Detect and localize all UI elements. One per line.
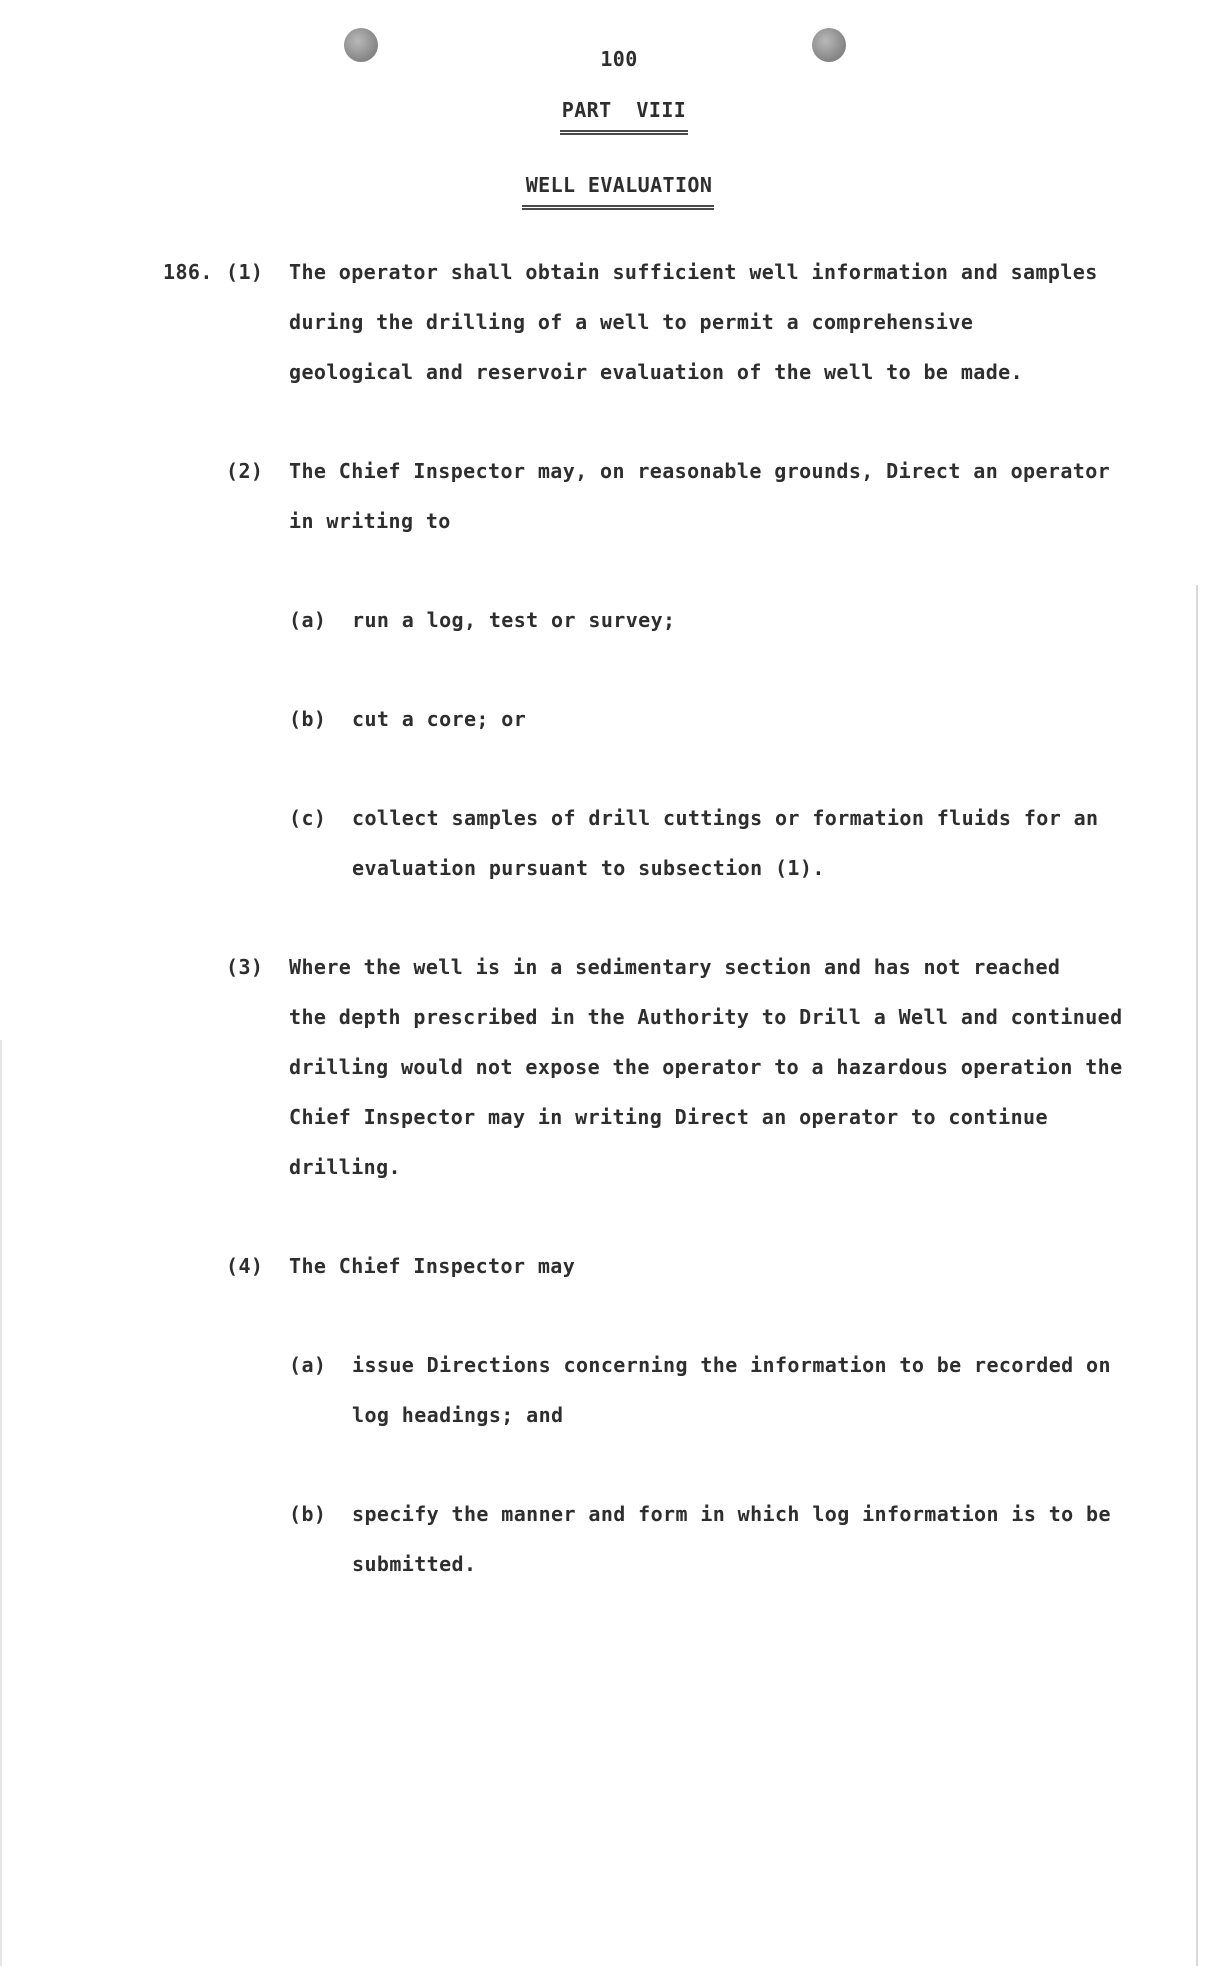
punch-hole-left xyxy=(344,28,378,62)
subsection-3-label: (3) xyxy=(226,955,264,979)
paragraph-2b-label: (b) xyxy=(289,707,327,731)
paragraph-4a-line: log headings; and xyxy=(352,1403,564,1427)
subsection-4-line: The Chief Inspector may xyxy=(289,1254,576,1278)
subsection-2-line: The Chief Inspector may, on reasonable grounds, Direct an operator xyxy=(289,459,1111,483)
paragraph-4b-line: specify the manner and form in which log information is to be xyxy=(352,1502,1111,1526)
paragraph-2a-line: run a log, test or survey; xyxy=(352,608,676,632)
paragraph-4a-line: issue Directions concerning the information to be recorded on xyxy=(352,1353,1111,1377)
subsection-2-label: (2) xyxy=(226,459,264,483)
section-number: 186. xyxy=(163,260,213,284)
part-heading-underline xyxy=(560,130,688,135)
paragraph-2c-line: collect samples of drill cuttings or formation fluids for an xyxy=(352,806,1099,830)
subsection-3-line: drilling would not expose the operator to a hazardous operation the xyxy=(289,1055,1123,1079)
paragraph-4a-label: (a) xyxy=(289,1353,327,1377)
paragraph-2c-line: evaluation pursuant to subsection (1). xyxy=(352,856,825,880)
subsection-3-line: drilling. xyxy=(289,1155,401,1179)
subsection-4-label: (4) xyxy=(226,1254,264,1278)
subsection-3-line: Where the well is in a sedimentary section and has not reached xyxy=(289,955,1061,979)
subsection-3-line: the depth prescribed in the Authority to Drill a Well and continued xyxy=(289,1005,1123,1029)
subsection-1-label: (1) xyxy=(226,260,264,284)
subsection-2-line: in writing to xyxy=(289,509,451,533)
paragraph-2a-label: (a) xyxy=(289,608,327,632)
subsection-3-line: Chief Inspector may in writing Direct an operator to continue xyxy=(289,1105,1048,1129)
page-number: 100 xyxy=(600,47,638,71)
part-heading: PART VIII xyxy=(561,98,687,122)
paragraph-4b-line: submitted. xyxy=(352,1552,477,1576)
paragraph-4b-label: (b) xyxy=(289,1502,327,1526)
page-edge-right xyxy=(1196,585,1198,1966)
subsection-1-line: geological and reservoir evaluation of the well to be made. xyxy=(289,360,1024,384)
paragraph-2c-label: (c) xyxy=(289,806,327,830)
paragraph-2b-line: cut a core; or xyxy=(352,707,527,731)
subsection-1-line: during the drilling of a well to permit a comprehensive xyxy=(289,310,974,334)
subsection-1-line: The operator shall obtain sufficient well information and samples xyxy=(289,260,1098,284)
page-edge-left xyxy=(0,1040,2,1966)
punch-hole-right xyxy=(812,28,846,62)
section-title-underline xyxy=(522,205,714,210)
section-title: WELL EVALUATION xyxy=(525,173,713,197)
